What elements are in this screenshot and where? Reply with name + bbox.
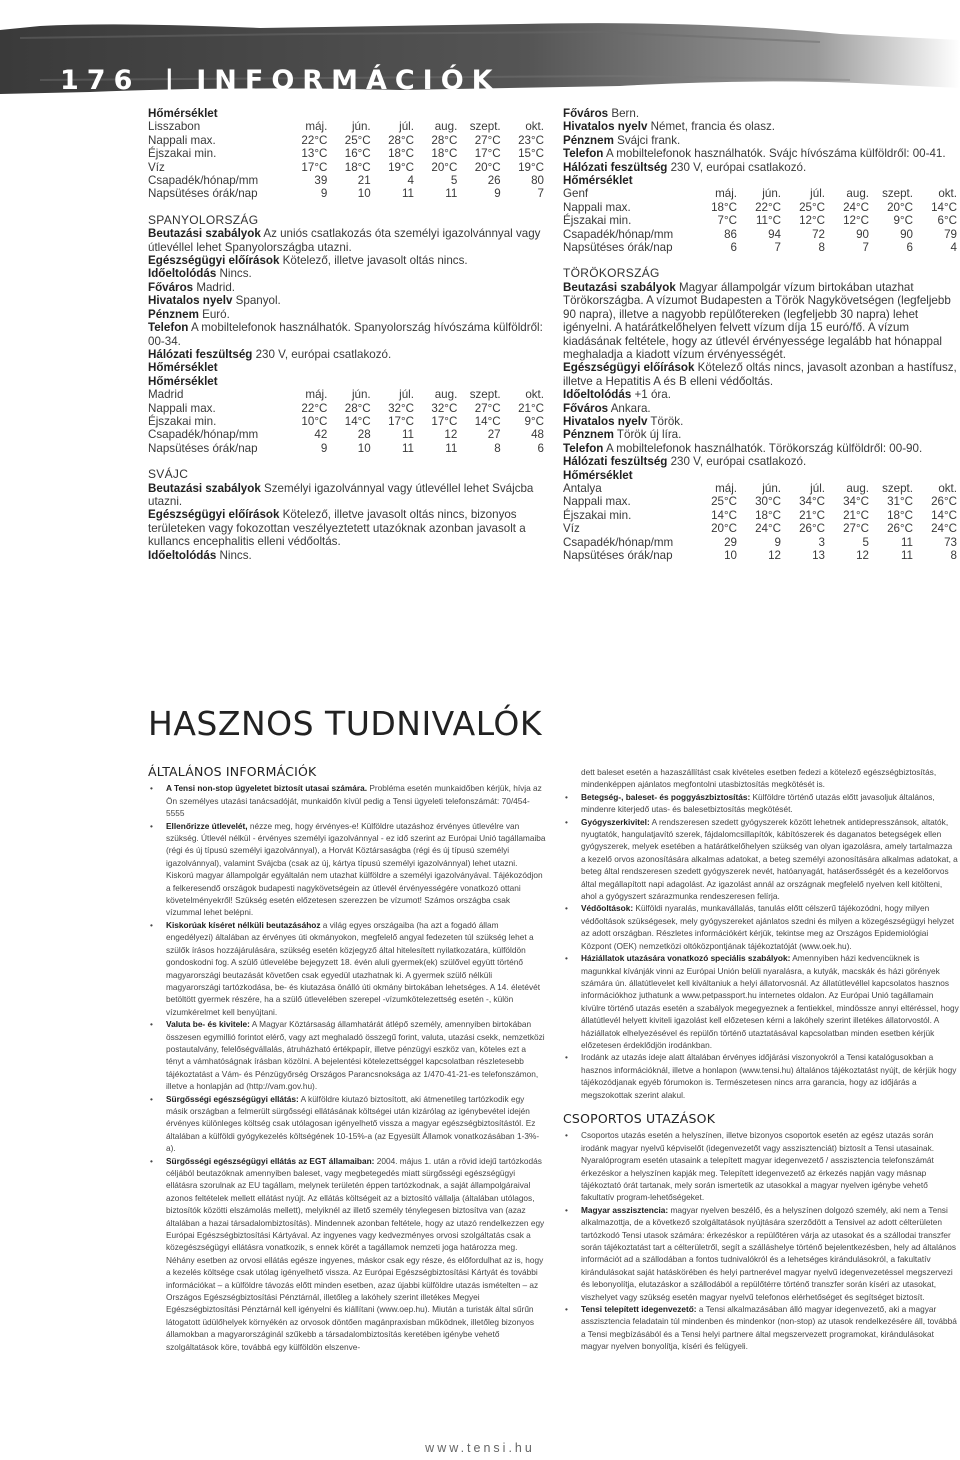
climate-row (563, 228, 957, 241)
right-column (563, 107, 957, 562)
climate-cell: 7°C (717, 214, 737, 228)
climate-cell: 18°C (755, 508, 781, 522)
climate-cell: júl. (399, 388, 414, 402)
list-item-lead: Ellenőrizze útlevelét, (166, 820, 248, 831)
climate-row (563, 495, 957, 508)
climate-cell: 14°C (711, 508, 737, 522)
climate-cell: 32°C (431, 401, 458, 415)
list-item (148, 1093, 546, 1155)
switzerland-currency: Pénznem Svájci frank. (563, 133, 681, 147)
climate-cell: 27 (487, 428, 501, 442)
turkey-temp-heading: Hőmérséklet (563, 468, 633, 482)
spain-temp-heading-2: Hőmérséklet (148, 374, 218, 388)
climate-cell: 19°C (518, 160, 544, 174)
climate-cell: 28°C (431, 133, 458, 147)
climate-row-label: Nappali max. (148, 133, 216, 147)
climate-row (148, 120, 544, 133)
list-item (563, 902, 959, 952)
list-item-text: Külföldi nyaralás, munkavállalás, tanulás előtt célszerű tájékozódni, hogy milyen védőoltások szükségesek, mely gyógyszereket ajánlatos szedni és milyen a közegészségügyi helyzet az adott országban. Részletes információkért kérjük, tekintse meg az Országos Epidemiológiai Központ (OEK) nemzetközi oltóközpontjának tájékoztatóját (www.oek.hu). (581, 903, 955, 951)
climate-cell: 9 (320, 441, 328, 455)
list-item (563, 1303, 959, 1353)
climate-cell: 4 (407, 174, 414, 188)
turkey-phone: Telefon A mobiltelefonok használhatók. Törökország külföldről: 00-90. (563, 441, 923, 455)
list-item-text: A rendszeresen szedett gyógyszerek között lehetnek antidepresszánsok, altatók, nyugtatók, hangulatjavító szerek, fájdalomcsillapítók, kábítószerek és daganatos betegségek ellen gyógyszerek, melyek esetében a határátkelőhelyen szükség van olyan igazolásra, amely tartalmazza a kezelő orvos azonosítására alkalmas adatokat, a beteg személyi azonosítására alkalmas adatokat, a beteg által rendszeresen szedett gyógyszerek nevét, hatóanyagát, hatáserősségét és a kezelőorvos által megállapított napi adagolást. Az igazolást annál az országnak megfelelő nyelven kell kitölteni, ahol a gyógyszert szárazmunka rendeszeresen felírja. (581, 816, 958, 902)
list-item-lead: Védőoltások: (581, 903, 634, 914)
turkey-timezone: Időeltolódás +1 óra. (563, 388, 671, 402)
climate-cell: 11 (401, 441, 414, 455)
climate-cell: 48 (531, 428, 544, 442)
switzerland-timezone: Időeltolódás Nincs. (148, 548, 252, 562)
spain-language: Hivatalos nyelv Spanyol. (148, 294, 281, 308)
list-item-text: Irodánk az utazás ideje alatt általában érvényes időjárási viszonyokról a Tensi katalógusokban a hasznos információknál, illetve a honlapon (www.tensi.hu) általános tájékoztatást nyújt, de kérjük hogy tájékozódjanak egyéb fórumokon is. Természetesen nincs arra garancia, hogy az időjárás a megszokottak szerint alakul. (581, 1052, 957, 1100)
climate-row-label: Éjszakai min. (563, 214, 632, 228)
climate-cell: 21°C (518, 401, 544, 415)
climate-cell: 14°C (931, 508, 957, 522)
climate-row-label: Víz (563, 522, 580, 536)
section-title: INFORMÁCIÓK (196, 65, 501, 96)
list-item (563, 952, 959, 1051)
climate-cell: 9 (494, 187, 501, 201)
climate-cell: 27°C (474, 133, 501, 147)
climate-row-label: Csapadék/hónap/mm (148, 174, 259, 188)
group-travel-heading: CSOPORTOS UTAZÁSOK (563, 1110, 716, 1126)
climate-cell: máj. (305, 388, 328, 402)
climate-row-label: Éjszakai min. (148, 147, 217, 161)
switzerland-language: Hivatalos nyelv Német, francia és olasz. (563, 120, 776, 134)
climate-cell: 34°C (843, 495, 869, 509)
climate-row-label: Napsütéses órák/nap (563, 549, 673, 562)
turkey-currency: Pénznem Török új líra. (563, 428, 682, 442)
climate-cell: 15°C (518, 147, 544, 161)
switzerland-entry-rules: Beutazási szabályok Személyi igazolvánnyal vagy útlevéllel lehet Svájcba utazni. (148, 481, 534, 508)
spain-currency: Pénznem Euró. (148, 307, 230, 321)
switzerland-capital: Főváros Bern. (563, 107, 640, 120)
climate-row (148, 187, 544, 200)
climate-cell: 3 (818, 535, 825, 549)
list-item-lead: A Tensi non-stop ügyeletet biztosít utasai számára. (166, 783, 368, 794)
list-item (563, 1051, 959, 1101)
list-item-lead: Magyar asszisztencia: (581, 1204, 669, 1215)
list-item-text: magyar nyelven beszélő, és a helyszínen dolgozó személy, aki nem a Tensi alkalmazottja, de a következő szolgáltatások nyújtására szerződött a Tensivel az adott célterületen tartózkodó Tensi utasok számára: érkezéskor a repülőtéren várja az utasokat és a szállodai transzfer során tájékoztatást tart a célterületről, segít a szálláshelye történő bejelentkezésben, hely ad általános információt ad a szállodában a fontos tudnivalókról és a lehetséges kirándulásokról, a fakultatív kirándulásokat saját hatáskörében és helyi partnerével magyar nyelvű idegenvezetéssel megszervezi és lebonyolítja, elutazáskor a szállodából a repülőtérre történő transzfer során kíséri az utasokat, viszhelyet vagy szükség esetén magyar nyelvű telefonos elérhetőséget és segítséget biztosít. (581, 1204, 956, 1302)
list-item (148, 1155, 546, 1354)
spain-phone: Telefon A mobiltelefonok használhatók. Spanyolország hívószáma külföldről: 00-34. (148, 321, 543, 348)
climate-cell: 6 (537, 441, 544, 455)
continued-paragraph: dett baleset esetén a hazaszállítást csak kivételes esetben fedezi a kötelező egészségbiztosítás, mindenképpen ajánlatos megfontolni utasbiztosítás megkötését is. (581, 767, 937, 790)
general-info-heading: ÁLTALÁNOS INFORMÁCIÓK (148, 764, 317, 779)
climate-cell: 10 (357, 187, 371, 201)
climate-cell: okt. (938, 187, 957, 201)
lisbon-climate-table (148, 120, 544, 200)
climate-cell: 12 (444, 428, 458, 442)
spain-capital: Főváros Madrid. (148, 280, 235, 294)
climate-cell: 17°C (388, 414, 414, 428)
climate-cell: 14°C (344, 414, 371, 428)
list-item (148, 820, 546, 919)
list-item-text: a világ egyes országaiba (ha azt a fogadó állam engedélyezi) általában az érvényes úti okmányokon, megfelelő angyal fedezeten túl szükség lehet a szülők írásos hozzájárulására, szükség esetén közjegyző által hitelesített nyilatkozatára, külföldön gondoskodni fog. A szülő útlevelébe bejegyzett 18. évén aluli gyermek(ek) szülővel együtt történő magyarországi beutazását követően csak egyedül utazhatnak ki. A gyermek szülő nélküli magyarországi tartózkodása, be- és kiutazása önálló úti okmány birtokában lehetséges. A 14. életévét betöltött gyermek részére, ha a szülő útlevelében szerepel -vízumkötelezettség esetén -, külön vízumkérelmet kell benyújtani. (166, 919, 541, 1017)
list-item-lead: Kiskorúak kíséret nélküli beutazásához (166, 919, 321, 930)
climate-cell: 21 (357, 174, 371, 188)
climate-cell: aug. (846, 481, 869, 495)
climate-cell: okt. (938, 481, 957, 495)
switzerland-title: SVÁJC (148, 467, 189, 482)
climate-row (563, 241, 957, 254)
climate-cell: aug. (434, 388, 458, 402)
climate-row (563, 536, 957, 549)
climate-cell: 11°C (755, 214, 781, 228)
list-item (148, 1018, 546, 1092)
list-item-text: a Tensi alkalmazásában álló magyar idegenvezető, aki a magyar asszisztencia feladatain túl mindenben és mindenkor (non-stop) az utasok rendelkezésére áll, továbbá a Tensi megbízásából és a Tensi helyi partnere által megszervezett programokat, kirándulásokat magyar nyelven bonyolítja, kíséri és felügyeli. (581, 1304, 957, 1352)
group-travel-list (563, 1129, 959, 1352)
climate-cell: 12 (768, 549, 781, 562)
climate-row (148, 174, 544, 187)
climate-row-label: Antalya (563, 481, 602, 495)
climate-cell: 73 (944, 535, 957, 549)
climate-row-label: Csapadék/hónap/mm (563, 535, 674, 549)
climate-cell: 7 (537, 187, 544, 201)
climate-row-label: Nappali max. (563, 200, 631, 214)
climate-cell: 24°C (843, 200, 869, 214)
climate-cell: 4 (950, 241, 957, 255)
climate-cell: 20°C (887, 200, 913, 214)
climate-cell: szept. (882, 187, 913, 201)
climate-cell: 12 (856, 549, 869, 562)
climate-row-label: Napsütéses órák/nap (148, 187, 258, 201)
turkey-entry-rules: Beutazási szabályok Magyar állampolgár vízum birtokában utazhat Törökországba. A vízumot Budapesten a Török Nagykövetségen (legfeljebb 90 napra), illetve a nagyobb repülőtereken (legfeljebb 30 napra) lehet igényelni. A határátkelőhelyen felvett vízum díja 15 euró/fő. A vízum kiadásának feltétele, hogy az útlevél érvényessége legalább hat hónappal meghaladja a kiadott vízum érvényességét. (563, 280, 951, 361)
climate-cell: 5 (862, 535, 869, 549)
climate-cell: 39 (314, 174, 328, 188)
climate-cell: 28 (357, 428, 371, 442)
list-item-lead: Valuta be- és kivitele: (166, 1019, 250, 1030)
general-info-list (148, 782, 546, 1353)
lisbon-temp-heading: Hőmérséklet (148, 107, 218, 120)
climate-cell: 11 (900, 549, 913, 562)
list-item-text: 2004. május 1. után a rövid idejű tartózkodás céljából beutazóknak amennyiben baleset, vagy megbetegedés miatt sürgősségi egészségügyi ellátásra szorulnak az EU tagállam, melynek területén éppen tartózkodnak, a saját állampolgáraival azonos feltételek mellett ellátást nyújt. Az ellátás költségeit az a biztosító vállalja (általában utólagos, biztosítók közötti elszámolás mellett), melyiknél az illető személy ténylegesen biztosítva van (azaz általában a hazai társadalombiztosítás). Mindennek azonban feltétele, hogy az utazó rendelkezzen egy Európai Egészségbiztosítási Kártyával. Az ingyenes vagy kedvezményes orvosi szolgáltatás csak a közegészségügyi ellátásra vonatkozik, s ennek körét a tagállamok nemzeti joga határozza meg. Néhány esetben az orvosi ellátás egésze ingyenes, máskor csak egy része, és előfordulhat az is, hogy a kezelés költsége csak utólag igényelhető vissza. Az Európai Egészségbiztosítási Kártyát és további információkat – a külföldre távozás előtt minden esetben, azaz újabbi külföldre utazás ismételten – az Országos Egészségbiztosítási Pénztárnál, illetőleg a lakóhely szerint illetékes Megyei Egészségbiztosítási Pénztárnál kell igényelni és kiállítani (www.oep.hu). Miután a turisták által sűrűn látogatott üdülőhelyek környékén az orvosok döntően magánpraxisban működnek, illetőleg bizonyos államokban a magyarországinál szűkebb a társadalombiztosítás keretében igénybe vehető szolgáltatások köre, továbbá egy külföldön elszenve- (166, 1155, 545, 1352)
climate-cell: 9 (320, 187, 328, 201)
climate-cell: 21°C (799, 508, 825, 522)
climate-cell: 18°C (388, 147, 414, 161)
climate-row-label: Lisszabon (148, 120, 201, 134)
climate-cell: 26°C (931, 495, 957, 509)
climate-cell: 12°C (799, 214, 825, 228)
general-info-continued-column (563, 766, 959, 1353)
climate-cell: jún. (762, 187, 781, 201)
climate-cell: 27°C (474, 401, 501, 415)
list-item (563, 816, 959, 903)
list-item (148, 919, 546, 1018)
list-item-text: A Magyar Köztársaság államhatárát átlépő személy, amennyiben birtokában összesen egymillió forintot elérő, vagy azt meghaladó összegű forint, valuta, utazási csekk, nemzetközi postautalvány, felelőségvállalás, átruházható értékpapír, illetve pénzügyi eszköz van, köteles ezt a tényt a vámhatóságnak írásban közölni. A bejelentési kötelezettséggel kapcsolatban részletesebb tájékoztatást a Vám- és Pénzügyőrség Országos Parancsnoksága az 1/470-41-21-es telefonszámon, illetve a honlapján ad (http://vam.gov.hu). (166, 1019, 545, 1092)
climate-cell: 6 (730, 241, 737, 255)
climate-cell: 90 (856, 227, 869, 241)
climate-row (563, 201, 957, 214)
climate-cell: 26°C (799, 522, 825, 536)
climate-cell: júl. (399, 120, 414, 134)
climate-cell: 5 (450, 174, 458, 188)
climate-cell: 12°C (843, 214, 869, 228)
climate-cell: 13 (812, 549, 825, 562)
climate-row (148, 161, 544, 174)
banner-title (60, 65, 501, 96)
climate-cell: 34°C (799, 495, 825, 509)
spain-entry-rules: Beutazási szabályok Az uniós csatlakozás óta személyi igazolvánnyal vagy útlevéllel lehet Spanyolországba utazni. (148, 227, 541, 254)
climate-cell: 9 (774, 535, 781, 549)
climate-cell: 17°C (474, 147, 501, 161)
footer-url: www.tensi.hu (425, 1441, 535, 1455)
climate-cell: 27°C (843, 522, 869, 536)
climate-row-label: Éjszakai min. (563, 508, 632, 522)
climate-cell: 11 (445, 441, 458, 455)
climate-row (148, 428, 544, 441)
climate-row (148, 442, 544, 455)
climate-cell: 14°C (474, 414, 501, 428)
climate-cell: 11 (445, 187, 458, 201)
climate-cell: 86 (724, 227, 737, 241)
general-info-column (148, 766, 546, 1353)
climate-cell: 17°C (431, 414, 458, 428)
climate-cell: 19°C (388, 160, 414, 174)
climate-row (563, 509, 957, 522)
climate-cell: szept. (882, 481, 913, 495)
switzerland-phone: Telefon A mobiltelefonok használhatók. Svájc hívószáma külföldről: 00-41. (563, 147, 946, 161)
climate-cell: 90 (900, 227, 913, 241)
climate-row-label: Genf (563, 187, 589, 201)
climate-cell: 22°C (301, 133, 328, 147)
climate-row-label: Víz (148, 160, 165, 174)
climate-cell: 10 (357, 441, 371, 455)
climate-cell: 18°C (887, 508, 913, 522)
climate-cell: 10 (724, 549, 737, 562)
climate-cell: 42 (314, 428, 328, 442)
turkey-health: Egészségügyi előírások Kötelező oltás nincs, javasolt azonban a hastífusz, illetve a Hepatitis A és B elleni védőoltás. (563, 361, 957, 388)
left-column (148, 107, 544, 562)
useful-info-title: HASZNOS TUDNIVALÓK (148, 704, 543, 743)
list-item-lead: Háziállatok utazására vonatkozó speciális szabályok: (581, 953, 791, 964)
madrid-climate-table (148, 388, 544, 455)
climate-cell: 94 (768, 227, 781, 241)
climate-row (148, 402, 544, 415)
climate-row-label: Csapadék/hónap/mm (563, 227, 674, 241)
turkey-capital: Főváros Ankara. (563, 401, 651, 415)
list-item-lead: Gyógyszerkivitel: (581, 816, 650, 827)
climate-row (563, 549, 957, 562)
climate-cell: máj. (715, 187, 737, 201)
climate-row-label: Nappali max. (148, 401, 216, 415)
climate-row-label: Napsütéses órák/nap (563, 241, 673, 255)
climate-cell: 26 (487, 174, 501, 188)
climate-cell: 18°C (344, 160, 371, 174)
header-banner (0, 18, 960, 116)
climate-cell: máj. (715, 481, 737, 495)
list-item-text: Probléma esetén munkaidőben kérjük, hívja az Ön személyes utazási tanácsadóját, munkaidőn kívül pedig a Tensi ügyeleti telefonszámát: 70/454-5555 (166, 783, 542, 819)
list-item-text: Csoportos utazás esetén a helyszínen, illetve bizonyos csoportok esetén az egész utazás során irodánk magyar nyelvű képviselőt (idegenvezetőt vagy asszisztenciát) biztosít a Tensi utasainak. Nyaralóprogram esetén utasaink a telepített magyar idegenvezető / asszisztencia telefonszámát érkezéskor a helyszínen kapják meg. Telepített idegenvezető az érkezés napján vagy másnap tájékoztató órát tartanak, mely során ismertetik az utasokkal a magyar nyelven igénybe vehető fakultatív program-lehetőségeket. (581, 1130, 935, 1203)
climate-row-label: Éjszakai min. (148, 414, 217, 428)
title-separator: | (164, 65, 183, 96)
climate-cell: jún. (351, 120, 371, 134)
climate-cell: 31°C (887, 495, 913, 509)
climate-row (563, 214, 957, 227)
climate-cell: 10°C (301, 414, 328, 428)
climate-cell: 6 (906, 241, 913, 255)
climate-cell: szept. (469, 388, 501, 402)
turkey-voltage: Hálózati feszültség 230 V, európai csatlakozó. (563, 455, 807, 469)
climate-cell: 8 (818, 241, 825, 255)
climate-cell: 25°C (799, 200, 825, 214)
turkey-language: Hivatalos nyelv Török. (563, 414, 684, 428)
switzerland-voltage: Hálózati feszültség 230 V, európai csatlakozó. (563, 160, 807, 174)
climate-row (148, 147, 544, 160)
climate-cell: 22°C (301, 401, 328, 415)
climate-cell: jún. (351, 388, 371, 402)
climate-cell: júl. (810, 187, 825, 201)
climate-cell: aug. (434, 120, 458, 134)
climate-cell: 28°C (344, 401, 371, 415)
climate-cell: 20°C (711, 522, 737, 536)
climate-cell: 8 (494, 441, 501, 455)
geneva-climate-table (563, 187, 957, 254)
climate-cell: 26°C (887, 522, 913, 536)
climate-row-label: Napsütéses órák/nap (148, 441, 258, 455)
climate-row-label: Madrid (148, 388, 184, 402)
climate-cell: 29 (724, 535, 737, 549)
climate-cell: 80 (531, 174, 544, 188)
climate-row (563, 187, 957, 200)
spain-title: SPANYOLORSZÁG (148, 212, 259, 227)
climate-cell: 25°C (711, 495, 737, 509)
climate-cell: 13°C (301, 147, 328, 161)
climate-cell: 18°C (431, 147, 458, 161)
spain-timezone: Időeltolódás Nincs. (148, 267, 252, 281)
climate-cell: 23°C (518, 133, 544, 147)
climate-cell: 11 (401, 187, 414, 201)
spain-health: Egészségügyi előírások Kötelező, illetve javasolt oltás nincs. (148, 254, 468, 268)
list-item-lead: Betegség-, baleset- és poggyászbiztosítás: (581, 791, 751, 802)
list-item-text: nézze meg, hogy érvényes-e! Külföldre utazáshoz érvényes útlevélre van szükség. Útlevél nélkül - érvényes személyi igazolvánnyal - ez idő szerint az Európai Unió tagállamaiba (régi és új típusú személyi igazolvánnyal), a Horvát Köztársaságba (régi és új típusú személyi igazolvánnyal), valamint Svájcba (csak az új, kártya típusú személyi igazolvánnyal) lehet utazni. Kiskorú magyar állampolgár egyáltalán nem utazhat külföldre a személyi igazolványával. Tájékozódjon a felkeresendő országok budapesti nagykövetségein az útlevél érvényességére vonatkozó ottani követelményekről! Szükség esetén előzetesen szerezzen be vízumot! Számos országba csak vízummal lehet belépni. (166, 820, 546, 918)
list-item-lead: Sürgősségi egészségügyi ellátás az EGT államaiban: (166, 1155, 375, 1166)
climate-cell: 11 (900, 535, 913, 549)
turkey-title: TÖRÖKORSZÁG (563, 266, 660, 281)
climate-cell: 28°C (388, 133, 414, 147)
climate-cell: 6°C (937, 214, 957, 228)
climate-row (148, 415, 544, 428)
climate-row (563, 482, 957, 495)
climate-cell: 22°C (755, 200, 781, 214)
climate-cell: 24°C (931, 522, 957, 536)
general-info-list-continued (563, 791, 959, 1101)
climate-cell: 9°C (524, 414, 544, 428)
list-item-lead: Tensi telepített idegenvezető: (581, 1304, 697, 1315)
spain-voltage: Hálózati feszültség 230 V, európai csatlakozó. (148, 347, 392, 361)
list-item (563, 791, 959, 816)
climate-cell: 20°C (431, 160, 458, 174)
climate-row (148, 134, 544, 147)
list-item-text: A külföldre kiutazó biztosított, aki átmenetileg tartózkodik egy másik országban a felmerült sürgősségi ellátásának költségei után kizárólag az igénybevétel idején érvényes különleges költség csak utólagosan igényelhető vissza a magyar egészségbiztosítástól. Ez általában a külföldi gyógykezelés költségének 10-15%-a (az Egyesült Államok vonatkozásában 1-3%-a). (166, 1093, 540, 1154)
climate-cell: 7 (774, 241, 781, 255)
switzerland-temp-heading: Hőmérséklet (563, 174, 633, 188)
list-item (148, 782, 546, 819)
climate-cell: 18°C (711, 200, 737, 214)
climate-cell: aug. (846, 187, 869, 201)
climate-cell: jún. (762, 481, 781, 495)
climate-cell: 14°C (931, 200, 957, 214)
climate-cell: 25°C (344, 133, 371, 147)
climate-cell: 9°C (893, 214, 913, 228)
climate-cell: 17°C (301, 160, 328, 174)
climate-row-label: Csapadék/hónap/mm (148, 428, 259, 442)
climate-cell: 24°C (755, 522, 781, 536)
climate-cell: 79 (944, 227, 957, 241)
climate-cell: 21°C (843, 508, 869, 522)
climate-cell: 30°C (755, 495, 781, 509)
spain-temp-heading-1: Hőmérséklet (148, 361, 218, 375)
list-item (563, 1129, 959, 1203)
climate-cell: 7 (862, 241, 869, 255)
climate-cell: 8 (950, 549, 957, 562)
climate-row (563, 522, 957, 535)
list-item-text: Amennyiben házi kedvencüknek is magunkkal kívánják vinni az Európai Unión belüli nyaralásra, a kutyák, macskák és házi görények számára ún. állatútlevelet kell kiváltaniuk a helyi állatorvosnál. Az állatútlevéllel kapcsolatos hasznos információkhoz juthatunk a www.petpassport.hu internetes oldalon. Az Európai Unió tagállamain kívülre történő utazás esetén a szabályok megegyeznek a fentiekkel, mindössze annyi eltéréssel, hogy állatútlevél helyett kiviteli igazolást kell előzetesen kérni a lakóhely szerint illetékes állatorvostól. A háziállatok elhelyezésével és repülőn történő utaztatásával kapcsolatban minden esetben kérjük előzetesen érdeklődjön irodánkban. (581, 953, 959, 1050)
page-number: 176 (60, 65, 141, 96)
climate-row-label: Nappali max. (563, 495, 631, 509)
climate-cell: okt. (525, 388, 544, 402)
climate-cell: 11 (401, 428, 414, 442)
climate-cell: szept. (469, 120, 501, 134)
climate-cell: okt. (525, 120, 544, 134)
antalya-climate-table (563, 482, 957, 562)
list-item (563, 1204, 959, 1303)
list-item-text: Külföldre történő utazás előtt javasoljuk általános, mindenre kiterjedő utas- és balesetbiztosítás megkötését. (581, 791, 935, 815)
climate-cell: 16°C (344, 147, 371, 161)
climate-row (148, 388, 544, 401)
climate-cell: máj. (305, 120, 328, 134)
climate-cell: 72 (812, 227, 825, 241)
climate-cell: 32°C (388, 401, 414, 415)
climate-cell: 20°C (474, 160, 501, 174)
climate-cell: júl. (810, 481, 825, 495)
list-item-lead: Sürgősségi egészségügyi ellátás: (166, 1093, 299, 1104)
switzerland-health: Egészségügyi előírások Kötelező, illetve javasolt oltás nincs, bizonyos területeken vagy fokozottan veszélyeztetett utazóknak azonban javasolt a kullancs encephalitis elleni védőoltás. (148, 508, 526, 549)
